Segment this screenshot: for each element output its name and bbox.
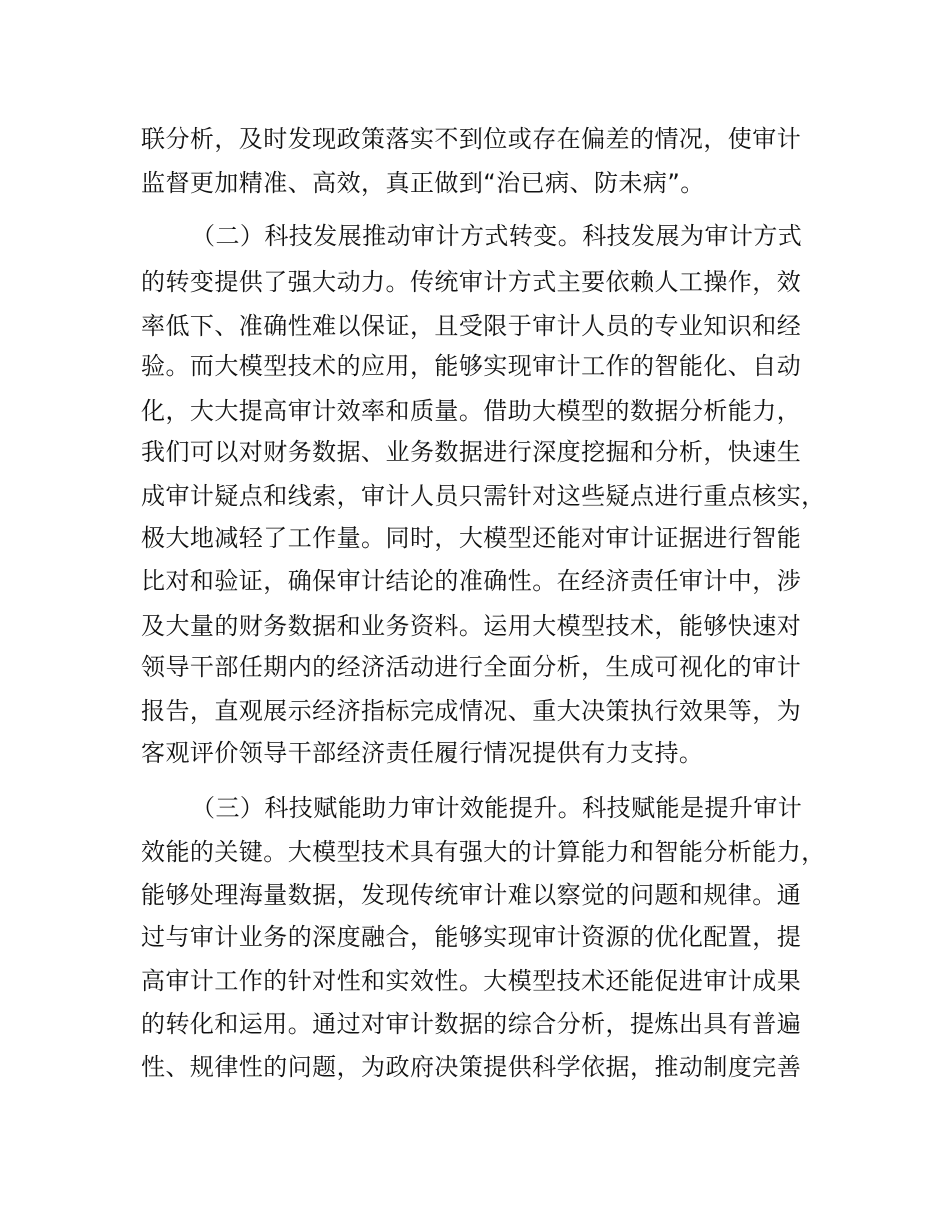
text-line: 过与审计业务的深度融合，能够实现审计资源的优化配置，提 — [141, 923, 802, 951]
text-line: 成审计疑点和线索，审计人员只需针对这些疑点进行重点核实， — [141, 482, 826, 510]
text-line: 率低下、准确性难以保证，且受限于审计人员的专业知识和经 — [141, 312, 802, 340]
text-line: 化，大大提高审计效率和质量。借助大模型的数据分析能力， — [141, 397, 802, 425]
text-line: 联分析，及时发现政策落实不到位或存在偏差的情况，使审计 — [141, 125, 802, 153]
text-line: 及大量的财务数据和业务资料。运用大模型技术，能够快速对 — [141, 612, 802, 640]
text-line: 性、规律性的问题，为政府决策提供科学依据，推动制度完善 — [141, 1053, 802, 1081]
text-line: 高审计工作的针对性和实效性。大模型技术还能促进审计成果 — [141, 967, 802, 995]
section-heading-line: （三）科技赋能助力审计效能提升。科技赋能是提升审计 — [191, 794, 803, 822]
text-line: 比对和验证，确保审计结论的准确性。在经济责任审计中，涉 — [141, 567, 802, 595]
text-line: 领导干部任期内的经济活动进行全面分析，生成可视化的审计 — [141, 653, 802, 681]
text-line: 报告，直观展示经济指标完成情况、重大决策执行效果等，为 — [141, 697, 802, 725]
text-line: 监督更加精准、高效，真正做到“治已病、防未病”。 — [141, 169, 705, 197]
text-line: 我们可以对财务数据、业务数据进行深度挖掘和分析，快速生 — [141, 438, 802, 466]
text-line: 的转变提供了强大动力。传统审计方式主要依赖人工操作，效 — [141, 268, 802, 296]
text-line: 效能的关键。大模型技术具有强大的计算能力和智能分析能力， — [141, 838, 826, 866]
text-line: 验。而大模型技术的应用，能够实现审计工作的智能化、自动 — [141, 352, 802, 380]
text-line: 的转化和运用。通过对审计数据的综合分析，提炼出具有普遍 — [141, 1010, 802, 1038]
section-heading-line: （二）科技发展推动审计方式转变。科技发展为审计方式 — [191, 222, 803, 250]
text-line: 客观评价领导干部经济责任履行情况提供有力支持。 — [141, 739, 704, 767]
text-line: 能够处理海量数据，发现传统审计难以察觉的问题和规律。通 — [141, 881, 802, 909]
text-line: 极大地减轻了工作量。同时，大模型还能对审计证据进行智能 — [141, 524, 802, 552]
